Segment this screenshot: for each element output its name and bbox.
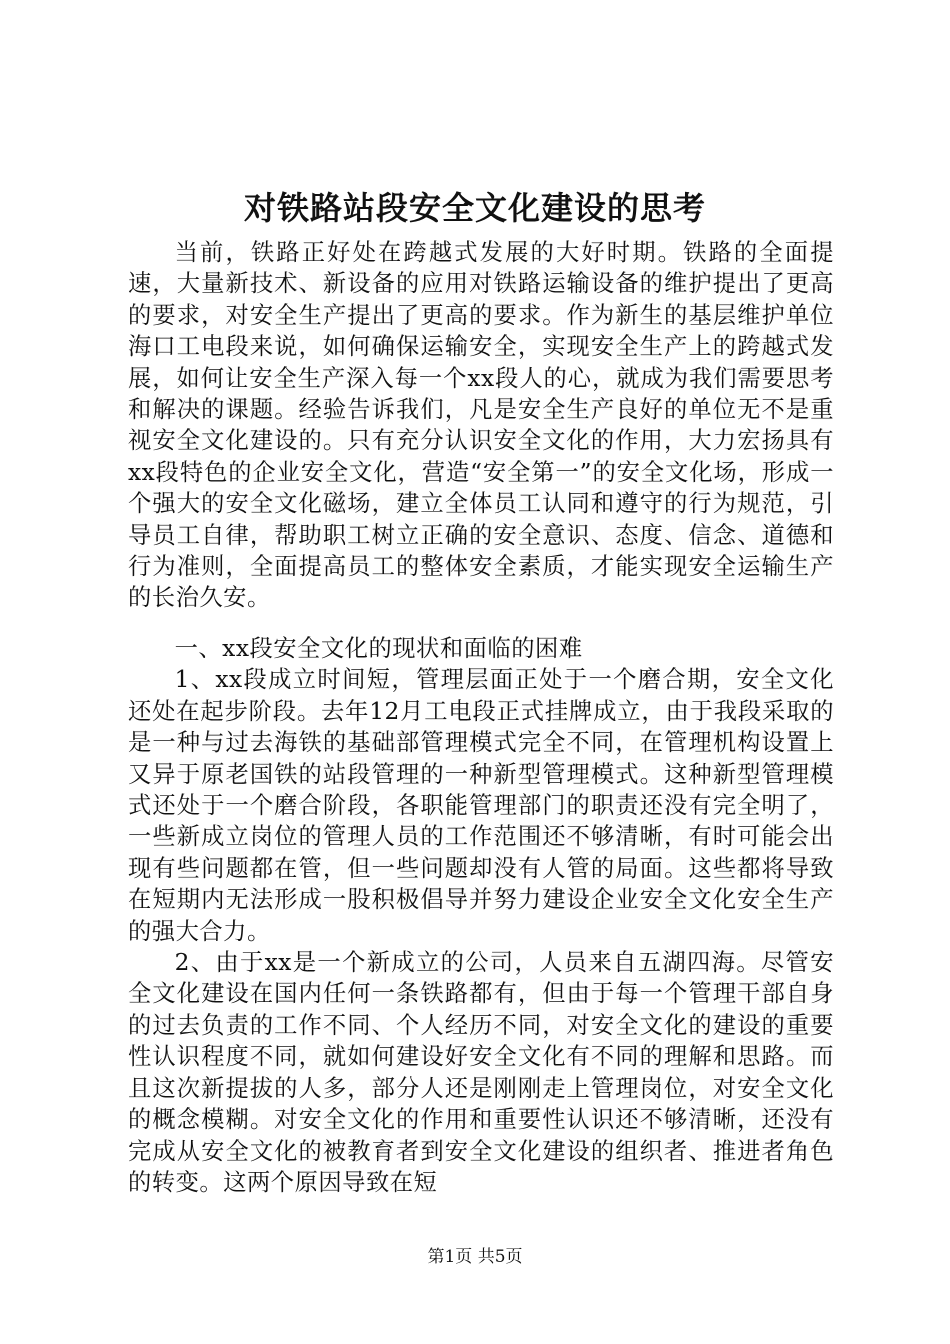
paragraph-point-2: 2、由于xx是一个新成立的公司，人员来自五湖四海。尽管安全文化建设在国内任何一条铁路都有，但由于每一个管理干部自身的过去负责的工作不同、个人经历不同，对安全文化的建设的重要性认识程度不同，就如何建设好安全文化有不同的理解和思路。而且这次新提拔的人多，部分人还是刚刚走上管理岗位，对安全文化的概念模糊。对安全文化的作用和重要性认识还不够清晰，还没有完成从安全文化的被教育者到安全文化建设的组织者、推进者角色的转变。这两个原因导致在短 (128, 949, 834, 1196)
document-body-intro (128, 237, 834, 614)
paragraph-intro: 当前，铁路正好处在跨越式发展的大好时期。铁路的全面提速，大量新技术、新设备的应用对铁路运输设备的维护提出了更高的要求，对安全生产提出了更高的要求。作为新生的基层维护单位海口工电段来说，如何确保运输安全，实现安全生产上的跨越式发展，如何让安全生产深入每一个xx段人的心，就成为我们需要思考和解决的课题。经验告诉我们，凡是安全生产良好的单位无不是重视安全文化建设的。只有充分认识安全文化的作用，大力宏扬具有xx段特色的企业安全文化，营造“安全第一”的安全文化场，形成一个强大的安全文化磁场，建立全体员工认同和遵守的行为规范，引导员工自律，帮助职工树立正确的安全意识、态度、信念、道德和行为准则，全面提高员工的整体安全素质，才能实现安全运输生产的长治久安。 (128, 239, 834, 612)
section-heading: 一、xx段安全文化的现状和面临的困难 (174, 635, 583, 662)
page-footer: 第1页 共5页 (427, 1247, 523, 1267)
paragraph-point-1: 1、xx段成立时间短，管理层面正处于一个磨合期，安全文化还处在起步阶段。去年12月工电段正式挂牌成立，由于我段采取的是一种与过去海铁的基础部管理模式完全不同，在管理机构设置上又异于原老国铁的站段管理的一种新型管理模式。这种新型管理模式还处于一个磨合阶段，各职能管理部门的职责还没有完全明了，一些新成立岗位的管理人员的工作范围还不够清晰，有时可能会出现有些问题都在管，但一些问题却没有人管的局面。这些都将导致在短期内无法形成一股积极倡导并努力建设企业安全文化安全生产的强大合力。 (128, 666, 834, 945)
document-body-section-1 (128, 633, 834, 1198)
document-title: 对铁路站段安全文化建设的思考 (243, 189, 706, 227)
